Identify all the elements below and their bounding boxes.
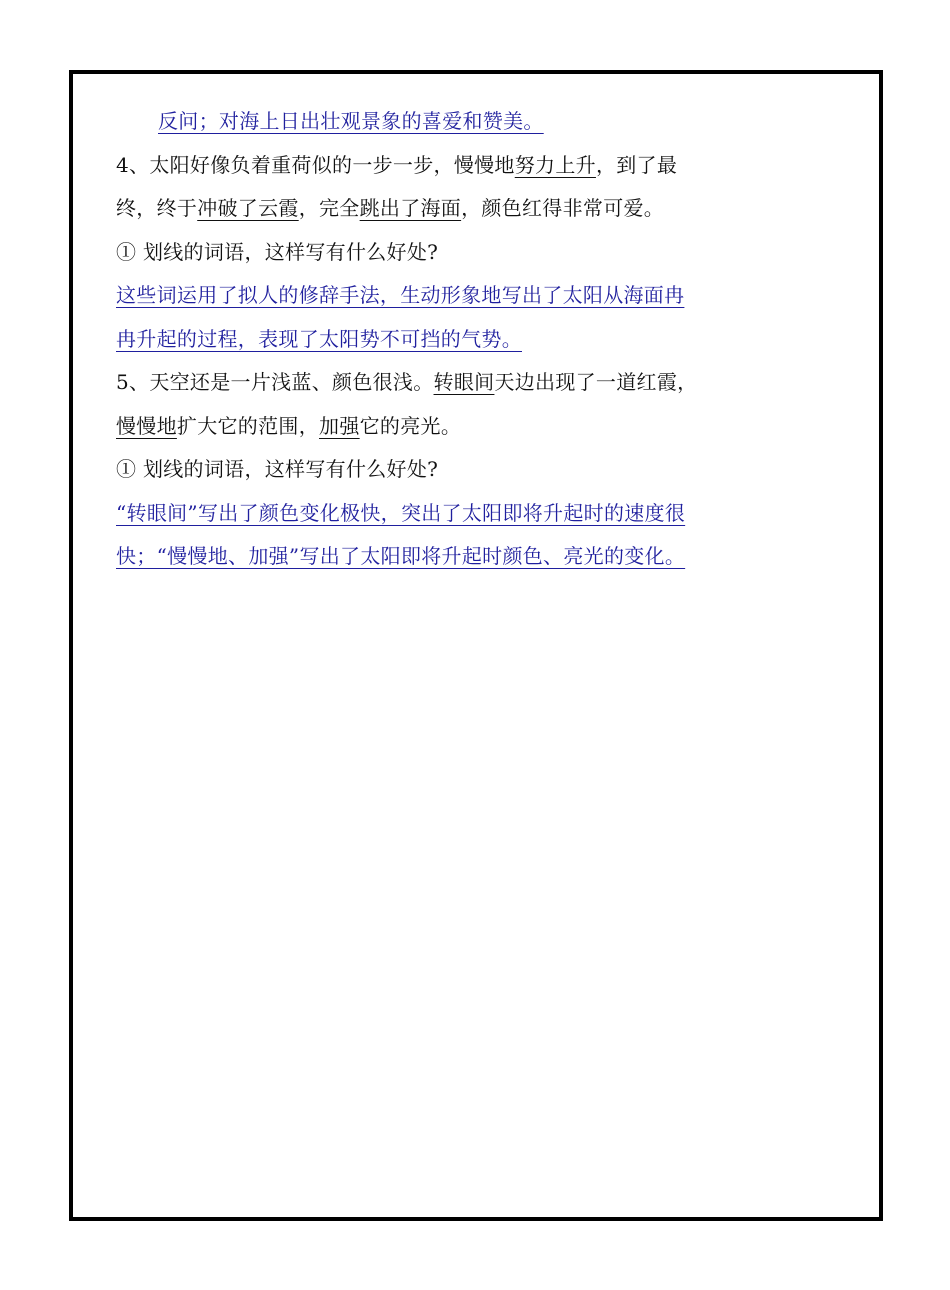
answer-text: 快；“慢慢地、加强”写出了太阳即将升起时颜色、亮光的变化。 [116,544,686,568]
answer-line [116,274,696,318]
passage-text: ，到了最 [595,152,678,177]
underlined-phrase: 冲破了云霞 [197,196,299,220]
underlined-phrase: 加强 [319,413,360,438]
document-body [116,100,696,579]
passage-line [116,144,696,188]
passage-text: 扩大它的范围， [176,413,320,438]
underlined-phrase: 跳出了海面 [359,196,462,220]
underlined-phrase: 努力上升 [514,152,596,177]
answer-text: 这些词运用了拟人的修辞手法，生动形象地写出了太阳从海面冉 [116,283,685,307]
passage-text: 它的亮光。 [359,413,462,438]
answer-line [116,100,696,144]
passage-line [116,187,696,231]
passage-line [116,405,696,449]
answer-line [116,535,696,579]
answer-text: 反问；对海上日出壮观景象的喜爱和赞美。 [158,109,544,133]
question-prompt: ① 划线的词语，这样写有什么好处? [116,457,439,481]
question-prompt: ① 划线的词语，这样写有什么好处? [116,239,439,264]
passage-text: 4、太阳好像负着重荷似的一步一步，慢慢地 [116,152,515,177]
passage-text: ，颜色红得非常可爱。 [461,196,665,220]
passage-text: 终，终于 [116,196,198,220]
answer-line [116,318,696,362]
passage-text: ，完全 [298,196,360,220]
underlined-phrase: 慢慢地 [116,413,177,438]
passage-text: 天边出现了一道红霞， [494,370,698,394]
answer-line [116,492,696,536]
passage-line [116,361,696,405]
answer-text: “转眼间”写出了颜色变化极快，突出了太阳即将升起时的速度很 [116,500,686,525]
passage-text: 5、天空还是一片浅蓝、颜色很浅。 [116,370,434,394]
underlined-phrase: 转眼间 [433,370,495,394]
answer-text: 冉升起的过程，表现了太阳势不可挡的气势。 [116,326,522,351]
